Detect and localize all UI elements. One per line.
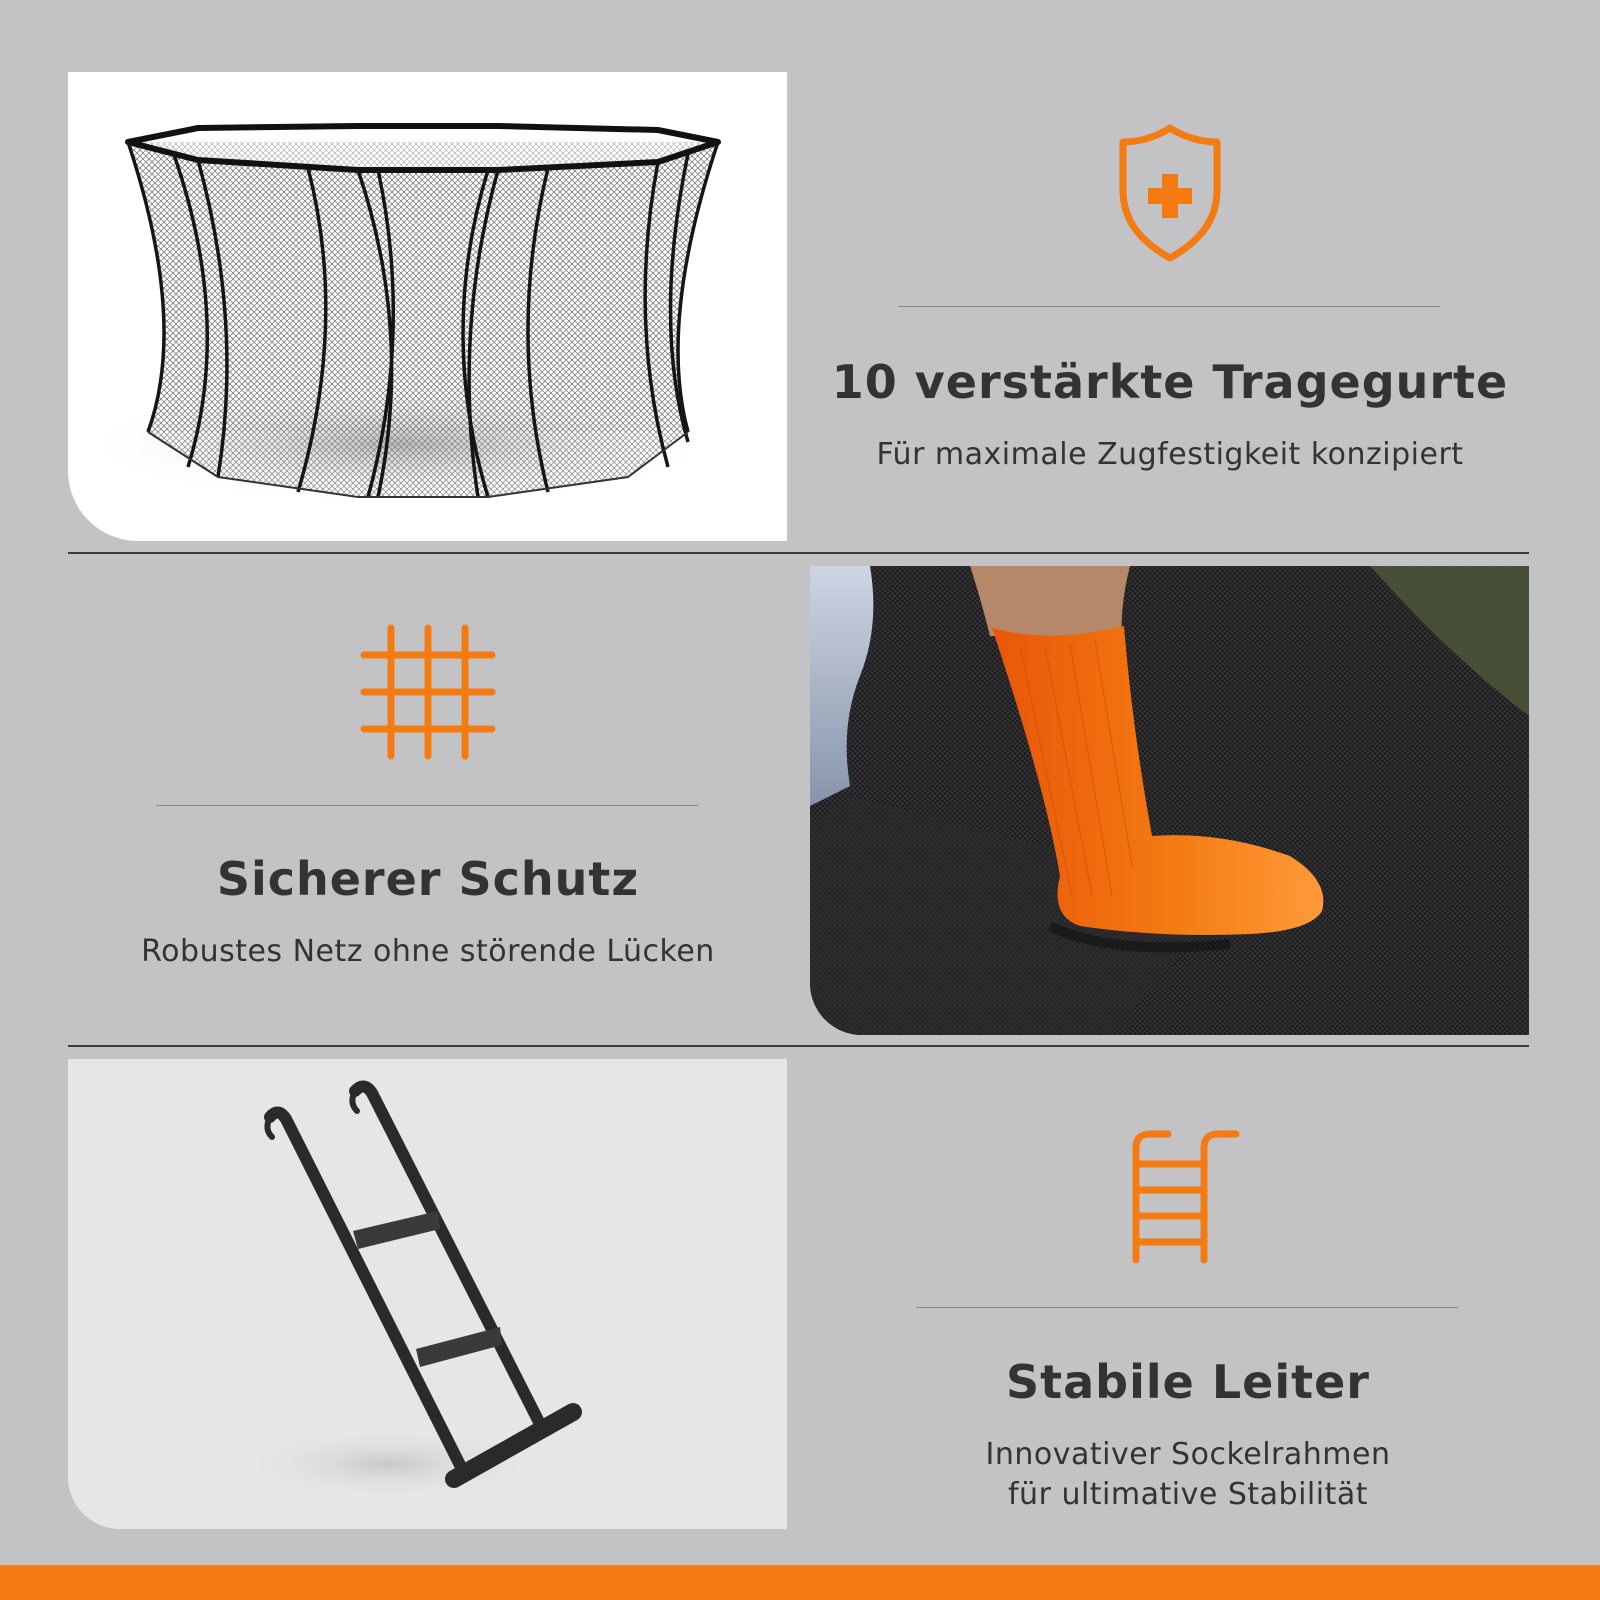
divider	[898, 306, 1440, 307]
grid-net-icon	[358, 622, 498, 762]
feature-title: Sicherer Schutz	[216, 852, 640, 906]
ladder-icon	[1130, 1128, 1242, 1264]
feature-subtitle-line-1: Innovativer Sockelrahmen	[985, 1437, 1391, 1472]
orange-sock-on-net-photo	[810, 566, 1529, 1035]
divider	[916, 1307, 1458, 1308]
feature-title: 10 verstärkte Tragegurte	[831, 355, 1509, 409]
feature-subtitle-line-2: für ultimative Stabilität	[1008, 1477, 1368, 1512]
row-divider	[68, 1045, 1529, 1047]
enclosure-net-image	[68, 72, 787, 541]
accent-footer-bar	[0, 1565, 1600, 1600]
feature-title: Stabile Leiter	[1006, 1355, 1370, 1409]
row-divider	[68, 552, 1529, 554]
shield-plus-icon	[1115, 122, 1225, 264]
feature-subtitle: Für maximale Zugfestigkeit konzipiert	[876, 437, 1464, 472]
ladder-image	[68, 1059, 787, 1529]
feature-subtitle: Robustes Netz ohne störende Lücken	[141, 934, 715, 969]
divider	[156, 805, 698, 806]
